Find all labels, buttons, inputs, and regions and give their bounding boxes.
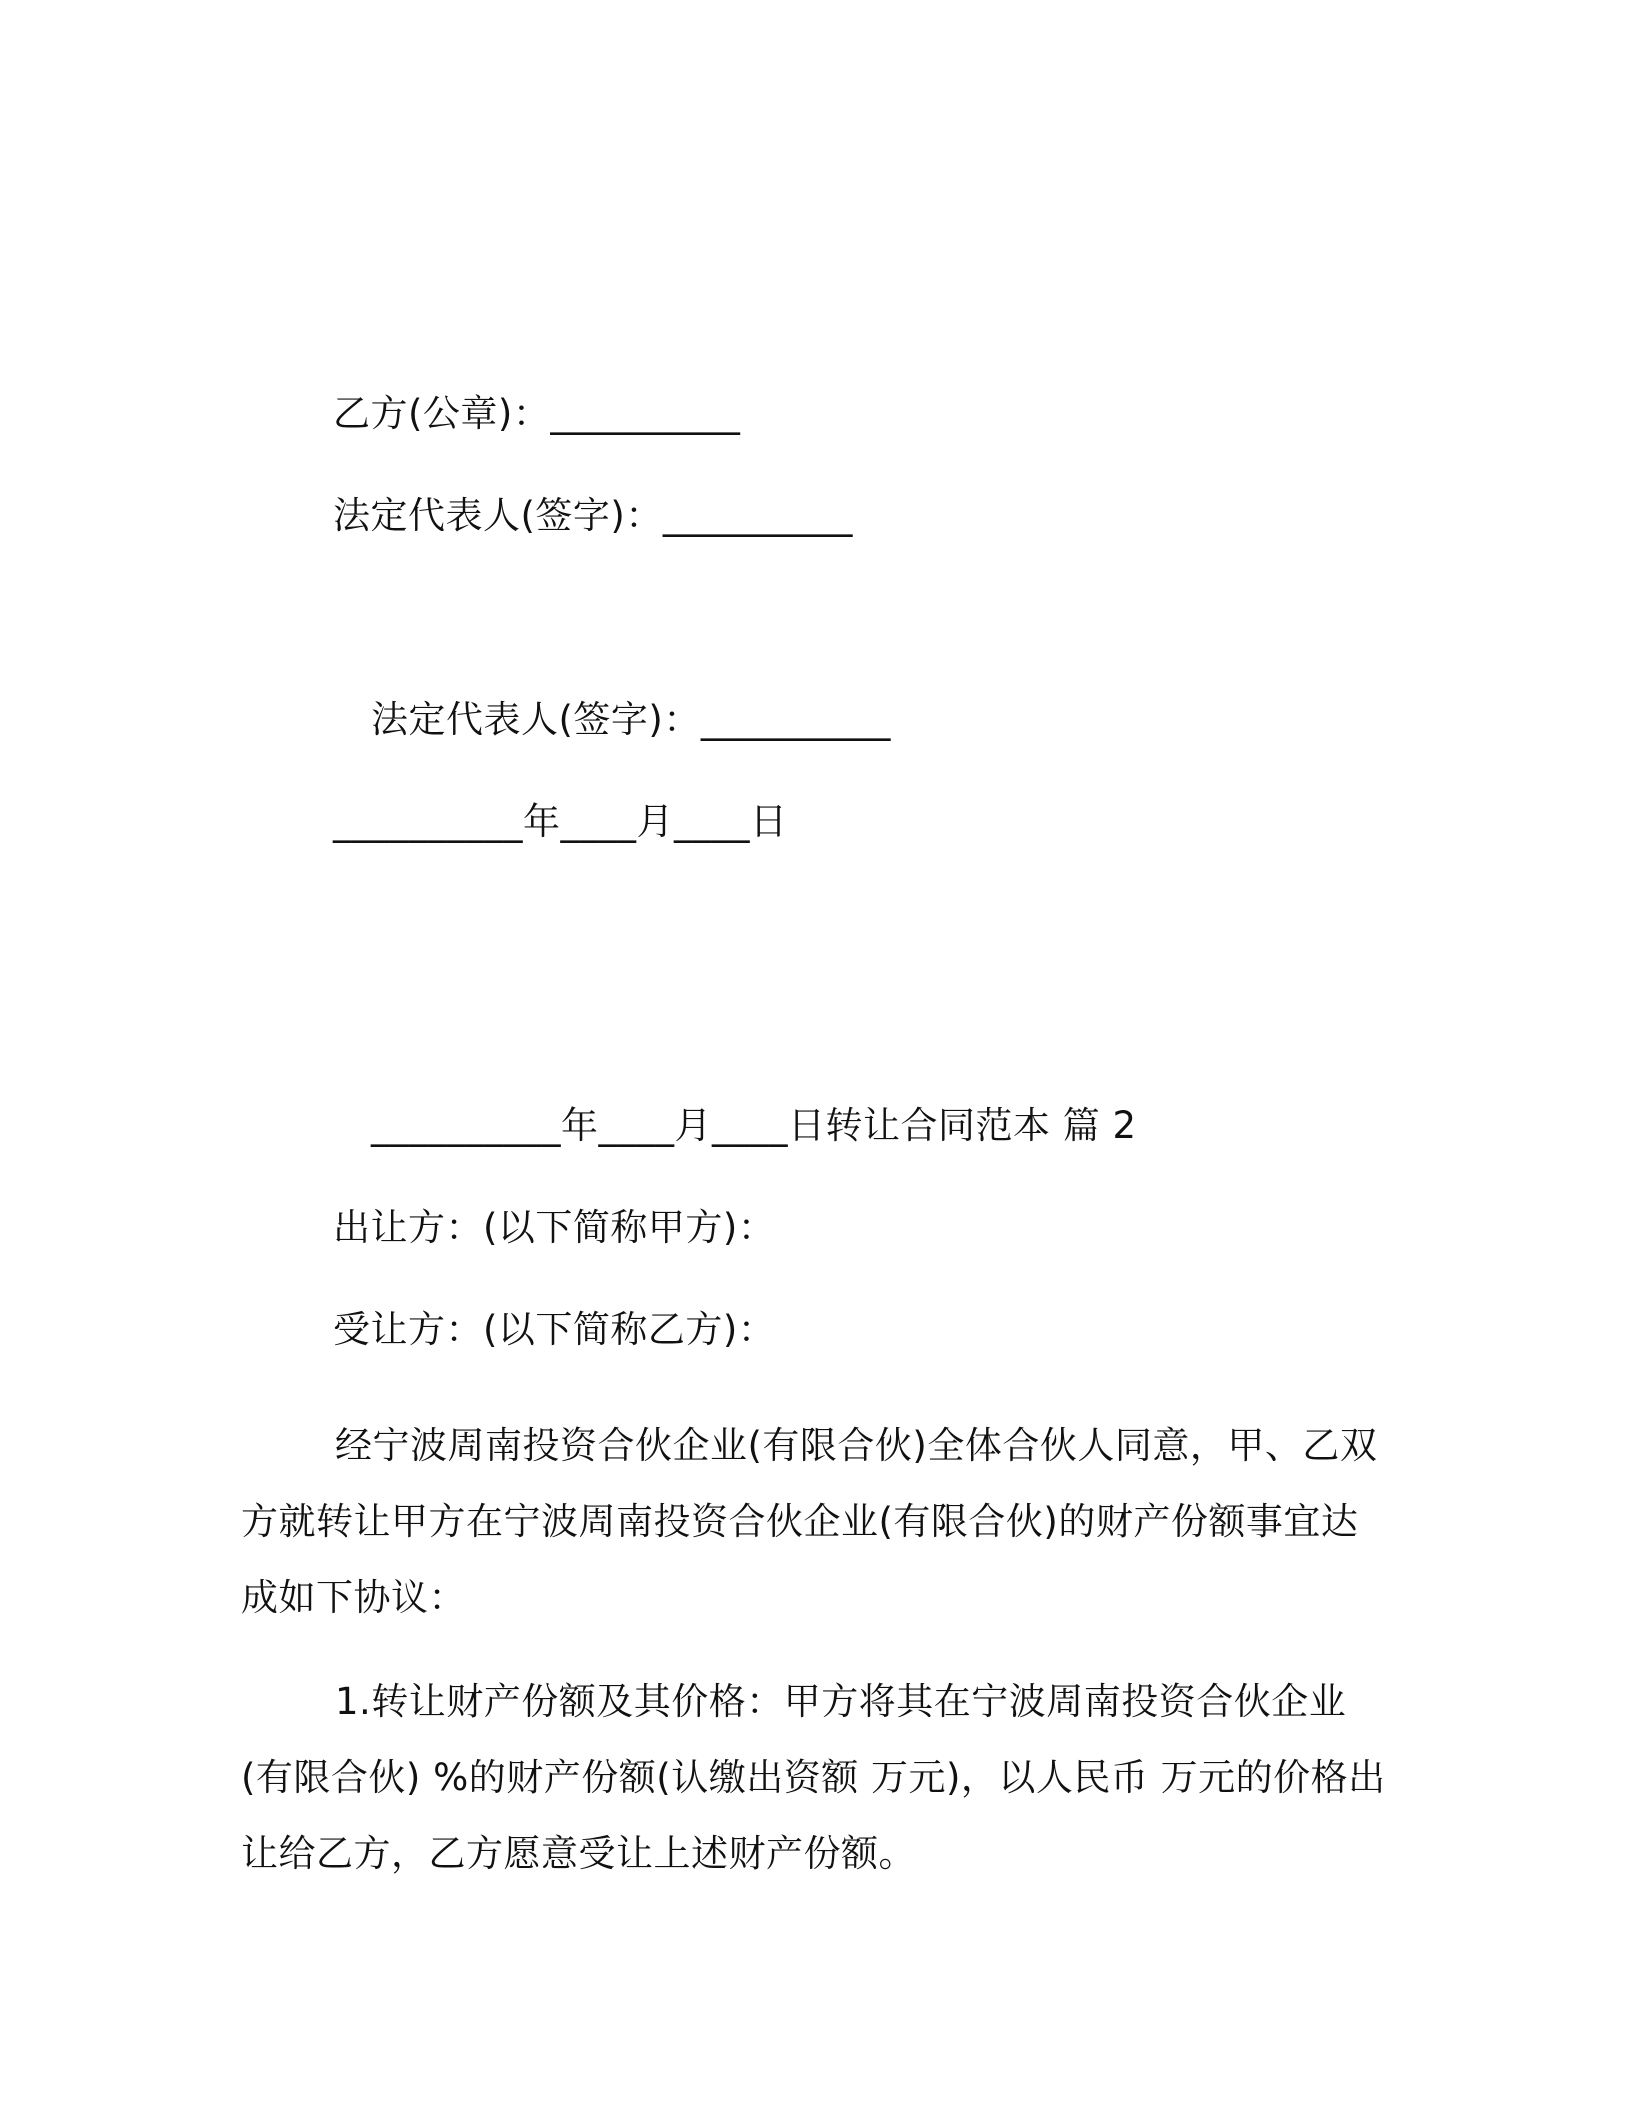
transferor-line: 出让方：(以下简称甲方)： [333,1206,776,1249]
intro-paragraph: 经宁波周南投资合伙企业(有限合伙)全体合伙人同意，甲、乙双方就转让甲方在宁波周南投资合伙企业(有限合伙)的财产份额事宜达成如下协议： [241,1424,1378,1619]
legal-representative-signature-line-2: 法定代表人(签字)：__________ [371,698,891,741]
party-b-seal-line: 乙方(公章)：__________ [333,392,741,435]
legal-representative-signature-line: 法定代表人(签字)：__________ [333,494,853,537]
clause-1-paragraph: 1.转让财产份额及其价格：甲方将其在宁波周南投资合伙企业(有限合伙) %的财产份额(认缴出资额 万元)，以人民币 万元的价格出让给乙方，乙方愿意受让上述财产份额。 [241,1680,1386,1875]
transferee-line: 受让方：(以下简称乙方)： [333,1308,776,1351]
signature-date-line: __________年____月____日 [333,800,788,843]
section-heading: __________年____月____日转让合同范本 篇 2 [371,1104,1137,1147]
